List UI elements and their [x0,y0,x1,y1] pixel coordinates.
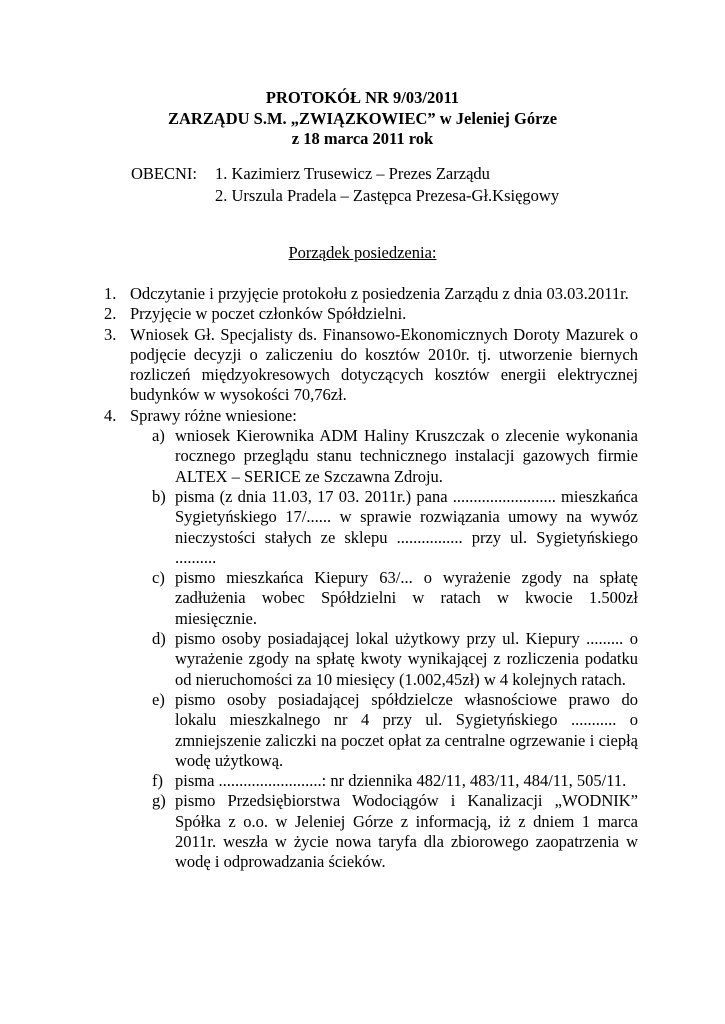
agenda-item-text: Przyjęcie w poczet członków Spółdzielni. [130,304,407,324]
agenda-subitem [0,487,725,568]
subitem-letter: e) [152,689,165,709]
agenda-item-number: 4. [104,405,117,425]
protocol-title: PROTOKÓŁ NR 9/03/2011 [265,88,460,107]
agenda-item-text: Odczytanie i przyjęcie protokołu z posiedzenia Zarządu z dnia 03.03.2011r. [130,284,629,303]
agenda-heading [0,243,725,263]
board-title: ZARZĄDU S.M. „ZWIĄZKOWIEC” w Jeleniej Górze [167,109,558,128]
subitem-text: pismo osoby posiadającej lokal użytkowy przy ul. Kiepury ......... o wyrażenie zgody na spłatę kwoty wynikającej z rozliczenia podatku od nieruchomości za 10 miesięcy (1.002,45zł) w 4 kolejnych ratach. [175,629,638,689]
subitem-letter: d) [152,629,166,649]
agenda-subitem [0,771,725,791]
subitem-text: pismo Przedsiębiorstwa Wodociągów i Kanalizacji „WODNIK” Spółka z o.o. w Jeleniej Górze z informacją, iż z dniem 1 marca 2011r. weszła w życie nowa taryfa dla zbiorowego zaopatrzenia w wodę i odprowadzania ścieków. [175,791,638,872]
agenda-item [0,325,725,406]
attendee-2: 2. Urszula Pradela – Zastępca Prezesa-Gł.Księgowy [215,186,560,205]
subitem-text: pisma .........................: nr dziennika 482/11, 483/11, 484/11, 505/11. [175,771,627,791]
agenda-item-text: Wniosek Gł. Specjalisty ds. Finansowo-Ekonomicznych Doroty Mazurek o podjęcie decyzji o zaliczeniu do kosztów 2010r. tj. utworzenie biernych rozliczeń międzyokresowych dotyczących kosztów energii elektrycznej budynków w wysokości 70,76zł. [130,324,638,405]
attendance-label: OBECNI: [131,164,197,183]
subitem-letter: b) [152,486,166,506]
agenda-item-number: 2. [104,304,117,324]
agenda-subitem [0,426,725,487]
agenda-heading-text: Porządek posiedzenia: [288,243,437,262]
agenda-subitem [0,629,725,690]
subitem-text: wniosek Kierownika ADM Haliny Kruszczak o zlecenie wykonania rocznego przeglądu stanu technicznego instalacji gazowych firmie ALTEX – SERICE ze Szczawna Zdroju. [175,426,638,486]
agenda-item [0,406,725,426]
agenda-subitem [0,690,725,771]
agenda-list [0,284,725,873]
agenda-subitem [0,568,725,629]
agenda-subitem [0,791,725,872]
attendee-1: 1. Kazimierz Trusewicz – Prezes Zarządu [215,164,490,183]
agenda-item [0,284,725,304]
subitem-text: pismo osoby posiadającej spółdzielcze własnościowe prawo do lokalu mieszkalnego nr 4 przy ul. Sygietyńskiego ........... o zmniejszenie zaliczki na poczet opłat za centralne ogrzewanie i ciepłą wodę użytkową. [175,689,638,770]
subitem-text: pisma (z dnia 11.03, 17 03. 2011r.) pana ......................... mieszkańca Sygietyńskiego 17/...... w sprawie rozwiązania umowy na wywóz nieczystości stałych ze sklepu ................ przy ul. Sygietyńskiego .......... [175,486,638,567]
agenda-item-number: 3. [104,324,117,344]
agenda-item [0,304,725,324]
subitem-text: pismo mieszkańca Kiepury 63/... o wyrażenie zgody na spłatę zadłużenia wobec Spółdzielni w ratach w kwocie 1.500zł miesięcznie. [175,568,638,628]
subitem-letter: f) [152,771,163,791]
agenda-item-number: 1. [104,284,117,303]
subitem-letter: a) [152,426,165,446]
subitem-letter: c) [152,568,165,588]
subitem-letter: g) [152,791,166,811]
meeting-date: z 18 marca 2011 rok [291,129,434,148]
agenda-item-text: Sprawy różne wniesione: [130,405,297,425]
